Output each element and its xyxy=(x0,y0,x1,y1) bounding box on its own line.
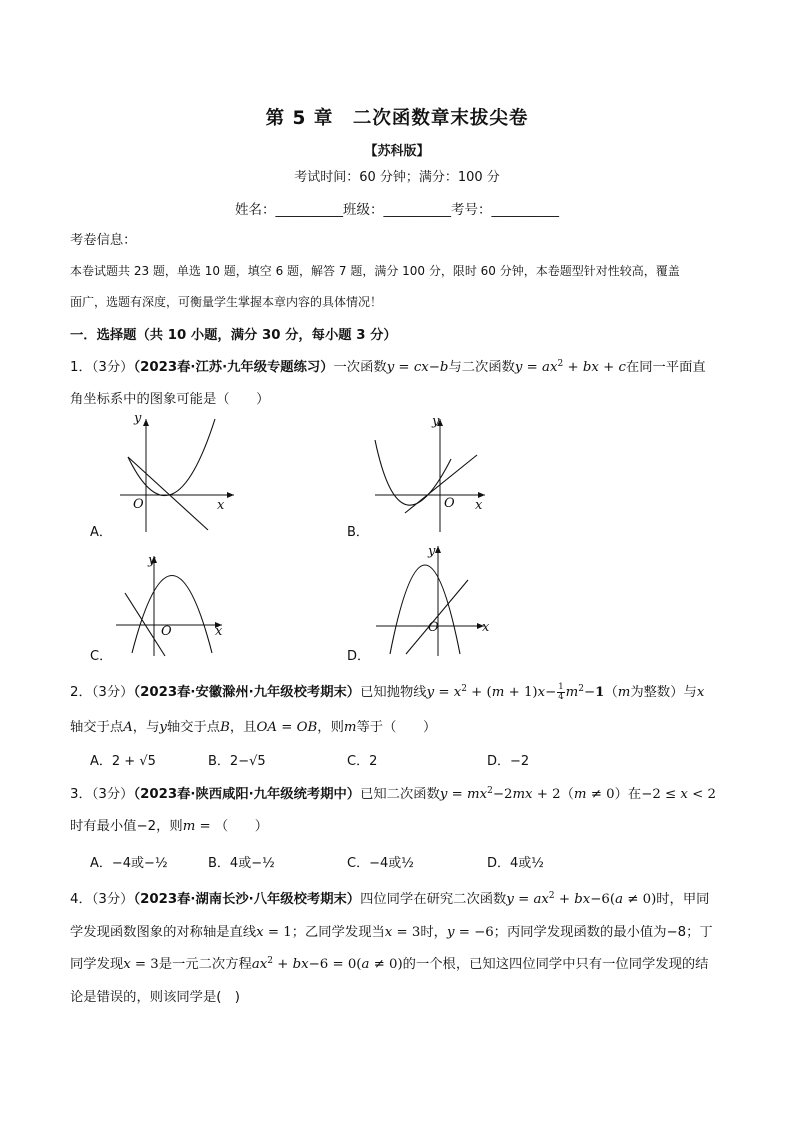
exam-info: 考试时间：60 分钟；满分：100 分 xyxy=(294,170,500,185)
q2-option-c: C．2 xyxy=(347,754,378,769)
question-2: 2．（3分）（2023春·安徽滁州·九年级校考期末）已知抛物线$y = x^2 + (m + 1)x-$ $\frac{1}{4}$ $m^2-1(m$为整数）与x xyxy=(70,681,705,702)
q2-option-b: B．2−√5 xyxy=(208,754,266,769)
q3-option-d: D．4或½ xyxy=(487,856,544,871)
graph-d xyxy=(370,542,500,658)
info-line-1: 本卷试题共 23 题，单选 10 题，填空 6 题，解答 7 题，满分 100 分，限时 60 分钟，本卷题型针对性较高，覆盖 xyxy=(70,264,680,278)
graph-b xyxy=(367,415,497,535)
question-3-line-2: 时有最小值−2，则m = （ ） xyxy=(70,819,269,834)
graph-a-label: A． xyxy=(90,525,112,540)
edition-label: 【苏科版】 xyxy=(364,144,430,159)
question-4-line-4: 论是错误的，则该同学是( ) xyxy=(70,990,240,1005)
student-fields: 姓名：__________班级：__________考号：__________ xyxy=(235,202,559,218)
question-4-line-2: 学发现函数图象的对称轴是直线x = 1；乙同学发现当x = 3时，y = −6；丙同学发现函数的最小值为−8；丁 xyxy=(70,925,713,940)
question-3: 3．（3分）（2023春·陕西咸阳·九年级统考期中）已知二次函数$y = mx^2-2mx + 2(m \ne 0)$在−2 ≤ x < 2 xyxy=(70,786,716,802)
question-4: 4．（3分）（2023春·湖南长沙·八年级校考期末）四位同学在研究二次函数$y = ax^2 + bx-6(a \ne 0)$时，甲同 xyxy=(70,891,710,907)
graph-c-label: C． xyxy=(90,649,113,664)
question-1-line-2: 角坐标系中的图象可能是（ ） xyxy=(70,392,270,407)
graph-b-label: B． xyxy=(347,525,369,540)
question-1: 1．（3分）（2023春·江苏·九年级专题练习）一次函数y = cx−b与二次函数$y = ax^2$ + bx + c在同一平面直 xyxy=(70,359,706,375)
q2-option-d: D．−2 xyxy=(487,754,530,769)
q3-option-c: C．−4或½ xyxy=(347,856,414,871)
graph-c xyxy=(110,548,240,658)
q3-option-a: A．−4或−½ xyxy=(90,856,168,871)
info-line-2: 面广，选题有深度，可衡量学生掌握本章内容的具体情况！ xyxy=(70,295,383,309)
question-2-line-2: 轴交于点A，与y轴交于点B，且OA = OB，则m等于（ ） xyxy=(70,720,437,735)
section-heading: 一．选择题（共 10 小题，满分 30 分，每小题 3 分） xyxy=(70,328,397,343)
question-4-line-3: 同学发现x = 3是一元二次方程$ax^2 + bx-6 = 0(a \ne 0)$的一个根，已知这四位同学中只有一位同学发现的结 xyxy=(70,956,709,972)
info-label: 考卷信息： xyxy=(70,233,137,248)
q2-option-a: A．2 + √5 xyxy=(90,754,156,769)
exam-page: 第 5 章 二次函数章末拔尖卷 【苏科版】 考试时间：60 分钟；满分：100 分 姓名：__________班级：__________考号：__________ 考卷信息： 本卷试题共 23 题，单选 10 题，填空 6 题，解答 7 题，满分 100 分，限时 60 分钟，本卷题型针对性较高，覆盖 面广，选题有深度，可衡量学生掌握本章内容的具体情况！ 一．选择题（共 10 小题，满分 30 分，每小题 3 分） 1．（3分）（2023春·江苏·九年级专题练习）一次函数y = cx−b与二次函数$y = ax^2$ + bx + c在同一平面直 角坐标系中的图象可能是（ ） y x O A． y x O B． y x O C． y x O D． 2．（3分）（2023春·安徽滁州·九年级校考期末）已知抛物线$y = x^2 + (m + 1)x-$ $\frac{1}{4}$ $m^2-1(m$为整数）与x 轴交于点A，与y轴交于点B，且OA = OB，则m等于（ ） A．2 + √5 B．2−√5 C．2 D．−2 3．（3分）（2023春·陕西咸阳·九年级统考期中）已知二次函数$y = mx^2-2mx + 2(m \ne 0)$在−2 ≤ x < 2 时有最小值−2，则m = （ ） A．−4或−½ B．4或−½ C．−4或½ D．4或½ 4．（3分）（2023春·湖南长沙·八年级校考期末）四位同学在研究二次函数$y = ax^2 + bx-6(a \ne 0)$时，甲同 学发现函数图象的对称轴是直线x = 1；乙同学发现当x = 3时，y = −6；丙同学发现函数的最小值为−8；丁 同学发现x = 3是一元二次方程$ax^2 + bx-6 = 0(a \ne 0)$的一个根，已知这四位同学中只有一位同学发现的结 论是错误的，则该同学是( ) xyxy=(0,0,794,1123)
page-title: 第 5 章 二次函数章末拔尖卷 xyxy=(265,108,529,129)
q3-option-b: B．4或−½ xyxy=(208,856,275,871)
graph-d-label: D． xyxy=(347,649,371,664)
graph-a xyxy=(110,415,240,535)
